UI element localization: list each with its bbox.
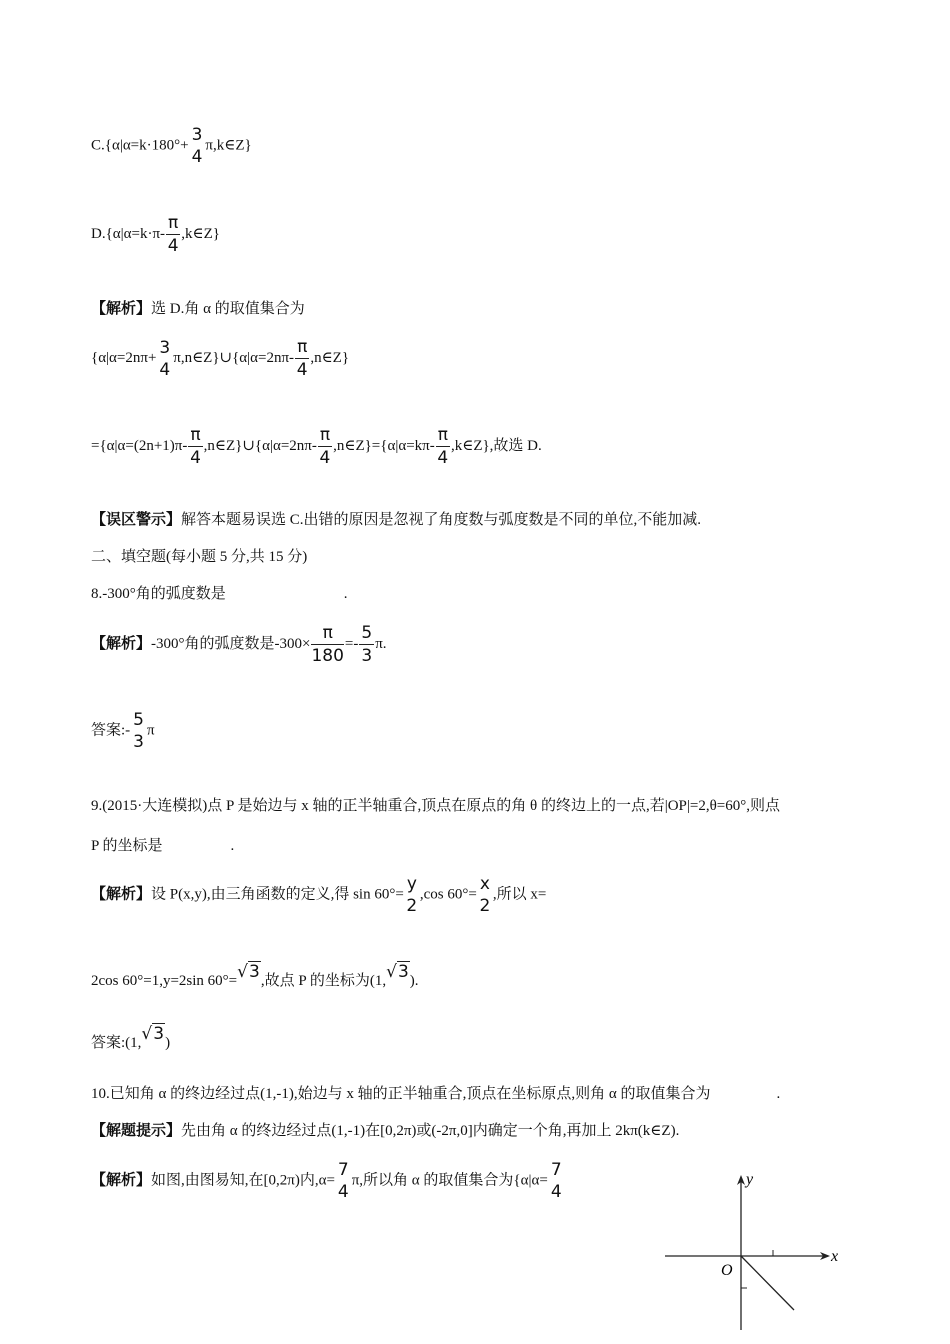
option-c: C.{α|α=k·180°+ 3 4 π,k∈Z} — [91, 125, 252, 167]
sqrt-expression: √3 — [386, 962, 409, 982]
analysis-tag: 【解析】 — [91, 886, 152, 903]
fraction: 7 4 — [550, 1160, 562, 1202]
fraction: 3 4 — [191, 125, 203, 167]
fraction: y 2 — [406, 874, 418, 916]
fraction: x 2 — [479, 874, 491, 916]
fraction: 7 4 — [337, 1160, 349, 1202]
analysis-tag: 【解析】 — [91, 1172, 152, 1189]
analysis-tag: 【解析】 — [91, 635, 152, 652]
fraction: $\frac{\pi}{4}$ — [296, 337, 308, 380]
solution-10: 【解析】如图,由图易知,在[0,2π)内,α= 7 4 π,所以角 α 的取值集合为{α|α= 7 4 — [91, 1160, 562, 1202]
sqrt-expression: √3 — [237, 962, 260, 982]
option-d: D.{α|α=k·π- $\frac{\pi}{4}$ ,k∈Z} — [91, 213, 220, 256]
option-d-text: D.{α|α=k·π- — [91, 225, 166, 242]
fraction: 3 4 — [159, 337, 171, 380]
warning-note: 【误区警示】解答本题易误选 C.出错的原因是忽视了角度数与弧度数是不同的单位,不能加减. — [91, 512, 702, 528]
origin-label: O — [721, 1262, 733, 1279]
fraction: $\frac{\pi}{180}$ — [311, 623, 344, 666]
coordinate-figure — [660, 1168, 850, 1338]
solution-8: 【解析】-300°角的弧度数是-300× $\frac{\pi}{180}$ =- $\frac{5}{3}$ π. — [91, 623, 387, 666]
x-axis-label: x — [831, 1248, 839, 1265]
fraction: $\frac{\pi}{4}$ — [190, 425, 201, 468]
solution-7-header: 【解析】选 D.角 α 的取值集合为 — [91, 301, 305, 317]
warning-tag: 【误区警示】 — [91, 512, 182, 528]
fraction: $\frac{5}{3}$ — [361, 623, 373, 666]
question-10: 10.已知角 α 的终边经过点(1,-1),始边与 x 轴的正半轴重合,顶点在坐标原点,则角 α 的取值集合为 . — [91, 1086, 781, 1102]
hint-tag: 【解题提示】 — [91, 1123, 182, 1139]
fraction: $\frac{\pi}{4}$ — [319, 425, 331, 468]
solution-9-line-2: 2cos 60°=1,y=2sin 60°=√3,故点 P 的坐标为(1,√3). — [91, 962, 419, 989]
answer-9: 答案:(1,√3) — [91, 1024, 171, 1051]
y-axis-label: y — [746, 1171, 754, 1188]
question-9-line-2: P 的坐标是 . — [91, 838, 235, 854]
question-8: 8.-300°角的弧度数是 . — [91, 586, 348, 602]
fraction: $\frac{\pi}{4}$ — [437, 425, 449, 468]
answer-8: 答案:- 5 3 π — [91, 710, 155, 752]
fraction: $\frac{\pi}{4}$ — [167, 213, 179, 256]
solution-7-line-1: {α|α=2nπ+ 3 4 π,n∈Z}∪{α|α=2nπ- $\frac{\pi}{4}$ ,n∈Z} — [91, 337, 350, 380]
analysis-tag: 【解析】 — [91, 301, 152, 317]
terminal-ray — [741, 1256, 794, 1310]
solution-9-line-1: 【解析】设 P(x,y),由三角函数的定义,得 sin 60°= y 2 ,cos 60°= x 2 ,所以 x= — [91, 874, 547, 916]
solution-7-line-2: ={α|α=(2n+1)π- $\frac{\pi}{4}$ ,n∈Z}∪{α|α=2nπ- $\frac{\pi}{4}$ ,n∈Z}={α|α=kπ- $\frac{\pi}{4}$ ,k∈Z},故选 D. — [91, 425, 542, 468]
option-c-text: C.{α|α=k·180°+ — [91, 137, 189, 154]
section-title: 二、填空题(每小题 5 分,共 15 分) — [91, 549, 308, 565]
hint-10: 【解题提示】先由角 α 的终边经过点(1,-1)在[0,2π)或(-2π,0]内确定一个角,再加上 2kπ(k∈Z). — [91, 1123, 680, 1139]
fraction: 5 3 — [133, 710, 144, 752]
question-9-line-1: 9.(2015·大连模拟)点 P 是始边与 x 轴的正半轴重合,顶点在原点的角 θ 的终边上的一点,若|OP|=2,θ=60°,则点 — [91, 798, 780, 814]
sqrt-expression: √3 — [141, 1024, 165, 1044]
